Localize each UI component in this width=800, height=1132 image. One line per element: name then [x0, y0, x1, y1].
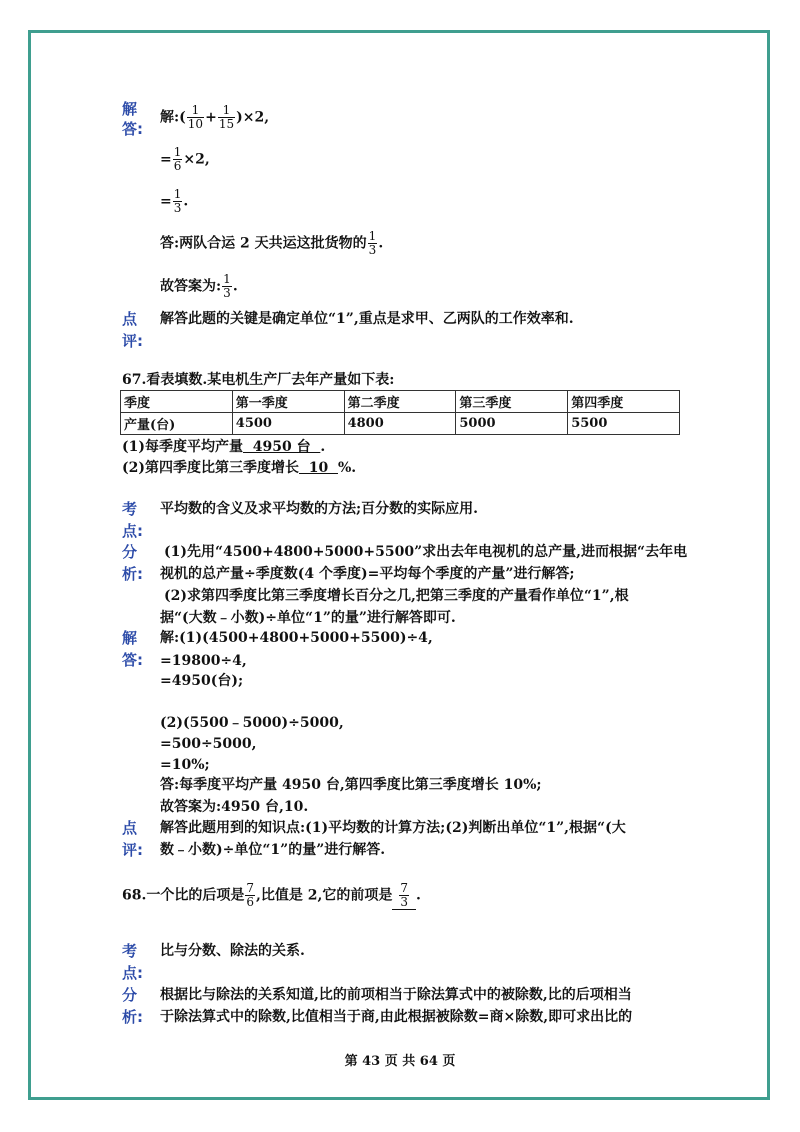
table-cell: 产量(台)	[121, 413, 233, 435]
fraction	[222, 273, 232, 300]
kao-text: 比与分数、除法的关系.	[160, 943, 305, 959]
label-dian: 点	[122, 819, 138, 837]
text: ,比值是 2,它的前项是	[256, 887, 393, 904]
solution-line-2	[160, 146, 210, 173]
table-cell: 5000	[456, 413, 568, 435]
table-header: 第三季度	[456, 391, 568, 413]
text: (1)每季度平均产量	[122, 439, 243, 455]
text: +	[205, 109, 217, 126]
fraction	[218, 104, 235, 131]
analysis-line: 视机的总产量÷季度数(4 个季度)=平均每个季度的产量”进行解答;	[160, 566, 575, 582]
label-fen: 分	[122, 986, 138, 1004]
table-cell: 4500	[232, 413, 344, 435]
table-header: 第四季度	[568, 391, 680, 413]
label-kao: 考	[122, 500, 138, 518]
text: .	[320, 439, 326, 455]
text: .	[183, 193, 189, 210]
fraction	[173, 188, 183, 215]
solution-line: =500÷5000,	[160, 736, 257, 752]
final-answer-line	[160, 273, 238, 300]
fraction	[245, 882, 255, 909]
solution-line: =19800÷4,	[160, 653, 247, 669]
text: 解:(	[160, 109, 186, 126]
label-xi: 析:	[122, 1008, 143, 1026]
text: ×2,	[183, 151, 210, 168]
numerator: 7	[400, 881, 409, 895]
comment-line: 数﹣小数)÷单位“1”的量”进行解答.	[160, 842, 386, 858]
table-header: 第一季度	[232, 391, 344, 413]
label-dian: 点:	[122, 522, 143, 540]
denominator: 3	[368, 243, 377, 257]
answer-blank: 10	[299, 460, 338, 476]
fraction	[368, 230, 378, 257]
label-da: 答:	[122, 120, 143, 138]
analysis-line: 据“(大数﹣小数)÷单位“1”的量”进行解答即可.	[160, 610, 456, 626]
text: (2)第四季度比第三季度增长	[122, 460, 299, 476]
label-dian: 点:	[122, 964, 143, 982]
answer-blank	[392, 882, 416, 910]
text: .	[378, 235, 384, 252]
text: .	[232, 278, 238, 295]
denominator: 6	[246, 895, 254, 909]
solution-line-3	[160, 188, 188, 215]
denominator: 3	[400, 895, 409, 909]
production-table	[120, 390, 680, 435]
analysis-line: (2)求第四季度比第三季度增长百分之几,把第三季度的产量看作单位“1”,根	[164, 588, 629, 604]
question-68-title	[122, 882, 421, 910]
text: .	[416, 887, 421, 904]
label-kao: 考	[122, 942, 138, 960]
analysis-line: (1)先用“4500+4800+5000+5500”求出去年电视机的总产量,进而根据“去年电	[164, 544, 688, 560]
solution-line: 答:每季度平均产量 4950 台,第四季度比第三季度增长 10%;	[160, 777, 542, 793]
analysis-line: 于除法算式中的除数,比值相当于商,由此根据被除数=商×除数,即可求出比的	[160, 1009, 633, 1025]
text: =	[160, 151, 172, 168]
kao-text: 平均数的含义及求平均数的方法;百分数的实际应用.	[160, 501, 479, 517]
numerator: 1	[368, 229, 377, 243]
label-xi: 析:	[122, 565, 143, 583]
text: %.	[337, 460, 357, 476]
label-ping: 评:	[122, 332, 143, 350]
comment-text: 解答此题的关键是确定单位“1”,重点是求甲、乙两队的工作效率和.	[160, 311, 574, 327]
text: 故答案为:	[160, 278, 222, 295]
table-row	[121, 413, 680, 435]
sub-question-1	[122, 436, 325, 458]
label-jie: 解	[122, 100, 138, 118]
solution-line: 故答案为:4950 台,10.	[160, 799, 309, 815]
sub-question-2	[122, 457, 356, 479]
solution-line-1	[160, 104, 269, 131]
label-ping: 评:	[122, 841, 143, 859]
table-row	[121, 391, 680, 413]
fraction	[187, 104, 204, 131]
analysis-line: 根据比与除法的关系知道,比的前项相当于除法算式中的被除数,比的后项相当	[160, 987, 632, 1003]
denominator: 10	[187, 117, 204, 131]
text: 68.一个比的后项是	[122, 887, 245, 904]
text: )×2,	[236, 109, 270, 126]
denominator: 3	[223, 286, 231, 300]
question-67-title: 67.看表填数.某电机生产厂去年产量如下表:	[122, 372, 395, 388]
text: 答:两队合运 2 天共运这批货物的	[160, 235, 367, 252]
solution-line: (2)(5500﹣5000)÷5000,	[160, 715, 344, 731]
table-cell: 5500	[568, 413, 680, 435]
comment-line: 解答此题用到的知识点:(1)平均数的计算方法;(2)判断出单位“1”,根据“(大	[160, 820, 626, 836]
solution-line: =4950(台);	[160, 673, 244, 689]
label-jie: 解	[122, 629, 138, 647]
denominator: 6	[173, 159, 182, 173]
fraction	[399, 882, 409, 909]
solution-line: =10%;	[160, 757, 210, 773]
answer-blank: 4950 台	[243, 439, 321, 455]
label-da: 答:	[122, 651, 143, 669]
numerator: 1	[218, 104, 235, 118]
numerator: 1	[173, 187, 182, 201]
text: =	[160, 193, 172, 210]
label-dian: 点	[122, 310, 138, 328]
table-cell: 4800	[344, 413, 456, 435]
denominator: 15	[218, 117, 235, 131]
label-fen: 分	[122, 543, 138, 561]
table-header: 第二季度	[344, 391, 456, 413]
answer-line	[160, 230, 383, 257]
numerator: 1	[223, 272, 231, 286]
fraction	[173, 146, 183, 173]
table-header: 季度	[121, 391, 233, 413]
numerator: 7	[246, 881, 254, 895]
page-footer: 第 43 页 共 64 页	[344, 1054, 456, 1069]
denominator: 3	[173, 201, 182, 215]
numerator: 1	[187, 104, 204, 118]
numerator: 1	[173, 145, 182, 159]
solution-line: 解:(1)(4500+4800+5000+5500)÷4,	[160, 630, 433, 646]
